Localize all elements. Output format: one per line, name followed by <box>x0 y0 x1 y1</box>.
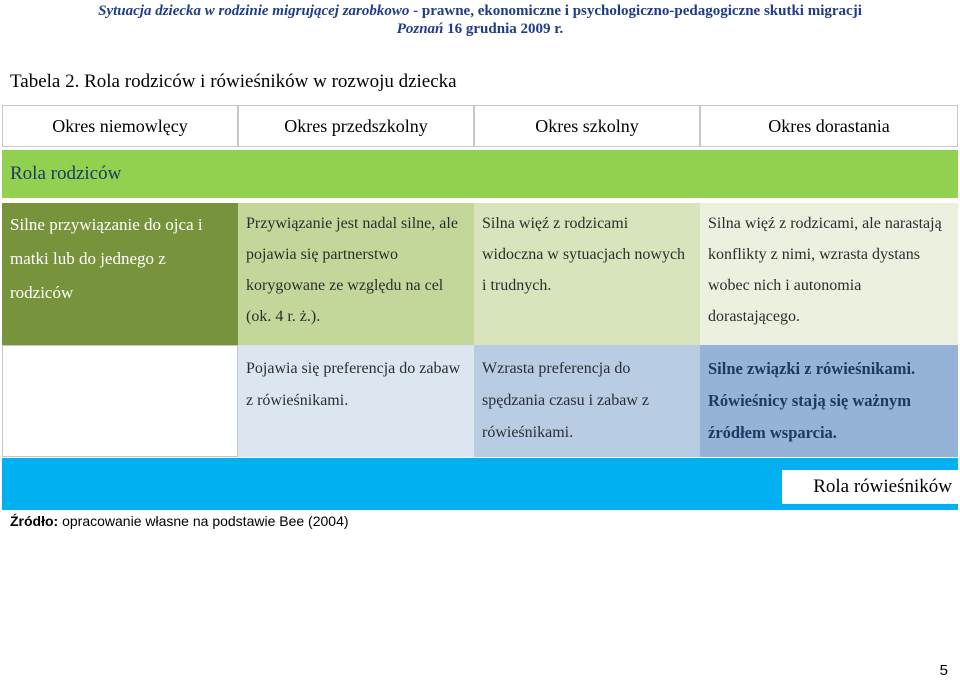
peers-cell-infancy <box>2 345 238 457</box>
header-title-italic: Sytuacja dziecka w rodzinie migrującej zarobkowo <box>98 3 410 19</box>
parents-text-school: Silna więź z rodzicami widoczna w sytuacjach nowych i trudnych. <box>482 215 686 294</box>
page-number: 5 <box>939 662 948 679</box>
parents-cell-adolescence <box>700 203 958 345</box>
header-title-rest: - prawne, ekonomiczne i psychologiczno-pedagogiczne skutki migracji <box>409 3 862 19</box>
header-date: 16 grudnia 2009 r. <box>443 21 564 37</box>
source-label: Źródło: <box>10 513 59 529</box>
period-header-preschool: Okres przedszkolny <box>238 105 474 147</box>
source-text: opracowanie własne na podstawie Bee (2004) <box>58 513 349 529</box>
peers-cell-adolescence <box>700 345 958 457</box>
peers-text-infancy <box>3 346 237 354</box>
peers-cell-preschool <box>238 345 474 457</box>
peers-text-preschool: Pojawia się preferencja do zabaw z rówieśnikami. <box>246 360 461 409</box>
document-header-title <box>0 2 960 20</box>
period-header-infancy: Okres niemowlęcy <box>2 105 238 147</box>
parents-cell-infancy <box>2 203 238 345</box>
peers-cell-school <box>474 345 700 457</box>
parents-role-band: Rola rodziców <box>2 150 958 198</box>
parents-cell-school <box>474 203 700 345</box>
period-header-adolescence: Okres dorastania <box>700 105 958 147</box>
peers-text-school: Wzrasta preferencja do spędzania czasu i zabaw z rówieśnikami. <box>482 360 650 441</box>
development-table <box>2 100 958 510</box>
header-place: Poznań <box>396 21 444 37</box>
parents-text-infancy: Silne przywiązanie do ojca i matki lub do jednego z rodziców <box>10 215 203 302</box>
parents-cell-preschool <box>238 203 474 345</box>
period-header-school: Okres szkolny <box>474 105 700 147</box>
parents-text-preschool: Przywiązanie jest nadal silne, ale pojawia się partnerstwo korygowane ze względu na cel (ok. 4 r. ż.). <box>246 215 458 325</box>
source-note <box>10 512 353 530</box>
peers-role-label: Rola rówieśników <box>782 470 958 504</box>
peers-text-adolescence: Silne związki z rówieśnikami. Rówieśnicy stają się ważnym źródłem wsparcia. <box>708 359 916 442</box>
document-header-date <box>0 20 960 38</box>
table-caption: Tabela 2. Rola rodziców i rówieśników w rozwoju dziecka <box>10 71 457 92</box>
parents-text-adolescence: Silna więź z rodzicami, ale narastają konflikty z nimi, wzrasta dystans wobec nich i autonomia dorastającego. <box>708 215 942 325</box>
